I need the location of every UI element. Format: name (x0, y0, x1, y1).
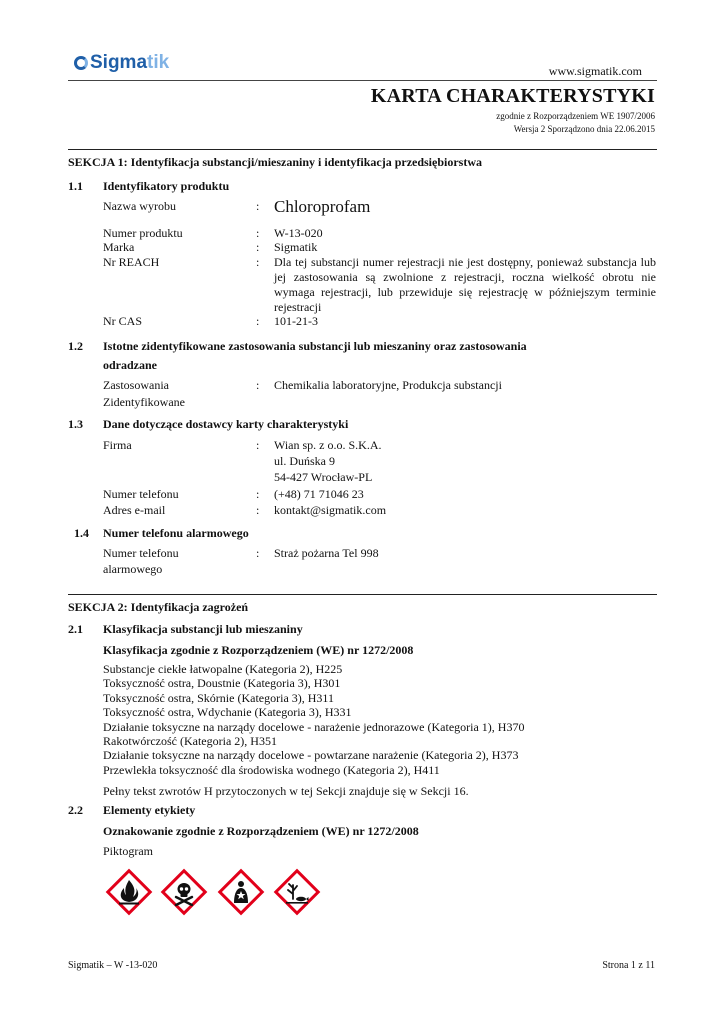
flame-pictogram-icon (105, 868, 153, 916)
brand-value: Sigmatik (274, 240, 318, 254)
s13-number: 1.3 (68, 417, 83, 431)
hazard-item: Rakotwórczość (Kategoria 2), H351 (103, 734, 277, 749)
uses-value: Chemikalia laboratoryjne, Produkcja substancji (274, 378, 502, 392)
s12-title-line2: odradzane (103, 358, 157, 372)
skull-crossbones-pictogram-icon (160, 868, 208, 916)
s21-title: Klasyfikacja substancji lub mieszaniny (103, 622, 303, 636)
emergency-label-2: alarmowego (103, 562, 163, 576)
hazard-list (103, 662, 524, 777)
logo-text-prefix: Sigma (90, 52, 148, 73)
hazard-item: Toksyczność ostra, Skórnie (Kategoria 3), H311 (103, 690, 334, 705)
version-note: Wersja 2 Sporządzono dnia 22.06.2015 (513, 124, 655, 134)
section1-heading: SEKCJA 1: Identyfikacja substancji/mieszaniny i identyfikacja przedsiębiorstwa (68, 155, 483, 169)
hazard-item: Działanie toksyczne na narządy docelowe - powtarzane narażenie (Kategoria 2), H373 (103, 748, 519, 763)
email-label: Adres e-mail (103, 503, 166, 517)
brand-label: Marka (103, 240, 135, 254)
reach-label: Nr REACH (103, 255, 160, 269)
phone-label: Numer telefonu (103, 487, 179, 501)
colon: : (256, 503, 260, 517)
uses-label-1: Zastosowania (103, 378, 169, 392)
product-name-value: Chloroprofam (274, 197, 371, 216)
hazard-item: Substancje ciekłe łatwopalne (Kategoria 2), H225 (103, 662, 343, 676)
colon: : (256, 487, 260, 501)
page-number: Strona 1 z 11 (602, 960, 655, 971)
pictogram-label: Piktogram (103, 844, 153, 858)
product-name-label: Nazwa wyrobu (103, 199, 176, 213)
website-link[interactable]: www.sigmatik.com (548, 64, 642, 78)
colon: : (256, 199, 260, 213)
section2-divider (68, 594, 657, 595)
s11-number: 1.1 (68, 179, 83, 193)
health-hazard-pictogram-icon (217, 868, 265, 916)
company-label: Firma (103, 438, 132, 452)
colon: : (256, 314, 260, 328)
colon: : (256, 378, 260, 392)
s11-title: Identyfikatory produktu (103, 179, 230, 193)
colon: : (256, 226, 260, 240)
s12-number: 1.2 (68, 339, 83, 353)
reach-value: Dla tej substancji numer rejestracji nie jest dostępny, ponieważ substancja lub jej zastosowania są zwolnione z rejestracji, roczna wielkość obrotu nie wymaga rejestracji, lub przewiduje się rejestrację w późniejszym terminie rejestracji (274, 255, 656, 314)
cas-value: 101-21-3 (274, 314, 318, 328)
hazard-item: Toksyczność ostra, Doustnie (Kategoria 3), H301 (103, 676, 341, 691)
section2-heading: SEKCJA 2: Identyfikacja zagrożeń (68, 600, 249, 614)
hazard-item: Przewlekła toksyczność dla środowiska wodnego (Kategoria 2), H411 (103, 762, 440, 777)
emergency-value: Straż pożarna Tel 998 (274, 546, 379, 560)
logo-text-suffix: tik (147, 52, 170, 73)
emergency-label-1: Numer telefonu (103, 546, 179, 560)
company-line1: Wian sp. z o.o. S.K.A. (274, 438, 382, 452)
s14-number: 1.4 (74, 526, 89, 540)
sigmatik-logo (74, 52, 169, 74)
company-line3: 54-427 Wrocław-PL (274, 470, 373, 484)
environment-pictogram-icon (273, 868, 321, 916)
colon: : (256, 438, 260, 452)
s22-title: Elementy etykiety (103, 803, 196, 817)
phone-value: (+48) 71 71046 23 (274, 487, 364, 501)
product-number-value: W-13-020 (274, 226, 323, 240)
cas-label: Nr CAS (103, 314, 143, 328)
s13-title: Dane dotyczące dostawcy karty charakterystyki (103, 417, 349, 431)
uses-label-2: Zidentyfikowane (103, 395, 185, 409)
h-statements-note: Pełny tekst zwrotów H przytoczonych w tej Sekcji znajduje się w Sekcji 16. (103, 784, 469, 798)
colon: : (256, 255, 260, 269)
section1-divider (68, 149, 657, 150)
company-line2: ul. Duńska 9 (274, 454, 335, 468)
s12-title-line1: Istotne zidentyfikowane zastosowania substancji lub mieszaniny oraz zastosowania (103, 339, 527, 353)
hazard-item: Działanie toksyczne na narządy docelowe - narażenie jednorazowe (Kategoria 1), H370 (103, 719, 525, 734)
hazard-item: Toksyczność ostra, Wdychanie (Kategoria 3), H331 (103, 705, 352, 720)
logo-ring-icon (74, 56, 88, 70)
header-divider (68, 80, 657, 81)
colon: : (256, 240, 260, 254)
s14-title: Numer telefonu alarmowego (103, 526, 249, 540)
product-number-label: Numer produktu (103, 226, 183, 240)
document-title: KARTA CHARAKTERYSTYKI (370, 85, 655, 107)
footer-product-code: Sigmatik – W -13-020 (68, 960, 158, 971)
colon: : (256, 546, 260, 560)
email-link[interactable]: kontakt@sigmatik.com (274, 503, 387, 517)
regulation-note: zgodnie z Rozporządzeniem WE 1907/2006 (496, 111, 655, 121)
s22-subtitle: Oznakowanie zgodnie z Rozporządzeniem (WE) nr 1272/2008 (103, 824, 419, 838)
s21-subtitle: Klasyfikacja zgodnie z Rozporządzeniem (WE) nr 1272/2008 (103, 643, 414, 657)
s22-number: 2.2 (68, 803, 83, 817)
s21-number: 2.1 (68, 622, 83, 636)
